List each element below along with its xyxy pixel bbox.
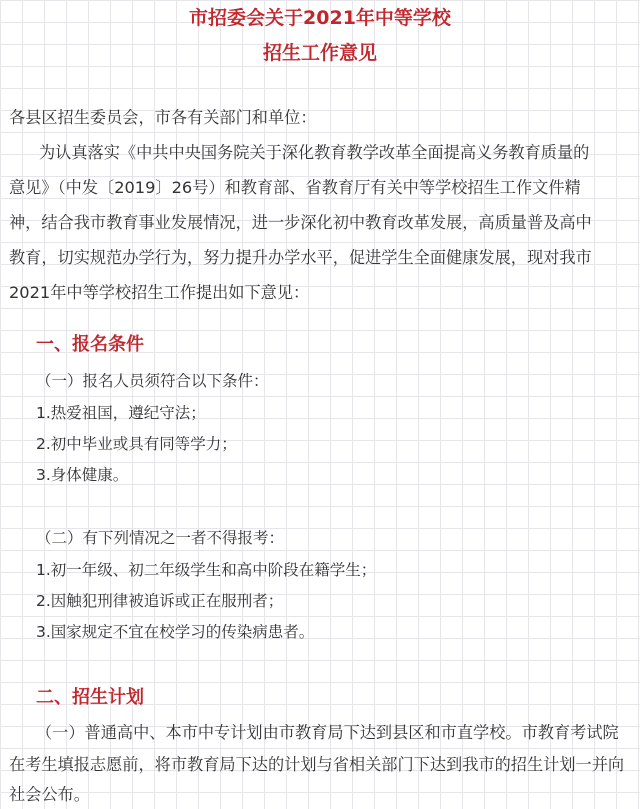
intro-line-1: 为认真落实《中共中央国务院关于深化教育教学改革全面提高义务教育质量的 bbox=[39, 143, 590, 162]
document-title-line-1: 市招委会关于2021年中等学校 bbox=[189, 7, 451, 29]
list-item: 2.初中毕业或具有同等学力； bbox=[36, 435, 237, 453]
plan-line-2: 在考生填报志愿前，将市教育局下达的计划与省相关部门下达到我市的招生计划一并向 bbox=[9, 755, 625, 774]
plan-line-3: 社会公布。 bbox=[9, 785, 90, 804]
list-item: 3.国家规定不宜在校学习的传染病患者。 bbox=[36, 623, 315, 641]
intro-line-3: 神，结合我市教育事业发展情况，进一步深化初中教育改革发展，高质量普及高中 bbox=[9, 213, 592, 232]
list-item: 1.初一年级、初二年级学生和高中阶段在籍学生； bbox=[36, 561, 377, 579]
section-heading-eligibility: 一、报名条件 bbox=[36, 334, 144, 355]
intro-line-4: 教育，切实规范办学行为，努力提升办学水平，促进学生全面健康发展，现对我市 bbox=[9, 248, 592, 267]
document-title-line-2: 招生工作意见 bbox=[262, 42, 377, 64]
list-item: 1.热爱祖国，遵纪守法； bbox=[36, 404, 206, 422]
subsection-label-exclusions: （二）有下列情况之一者不得报考： bbox=[36, 529, 285, 547]
section-heading-enrollment-plan: 二、招生计划 bbox=[36, 687, 144, 708]
subsection-label-requirements: （一）报名人员须符合以下条件： bbox=[36, 372, 269, 390]
list-item: 3.身体健康。 bbox=[36, 466, 129, 484]
list-item: 2.因触犯刑律被追诉或正在服刑者； bbox=[36, 592, 284, 610]
plan-line-1: （一）普通高中、本市中专计划由市教育局下达到县区和市直学校。市教育考试院 bbox=[36, 723, 619, 742]
intro-line-2: 意见》（中发〔2019〕26号）和教育部、省教育厅有关中等学校招生工作文件精 bbox=[9, 178, 581, 197]
intro-line-5: 2021年中等学校招生工作提出如下意见： bbox=[9, 283, 310, 302]
salutation: 各县区招生委员会，市各有关部门和单位： bbox=[9, 108, 317, 127]
